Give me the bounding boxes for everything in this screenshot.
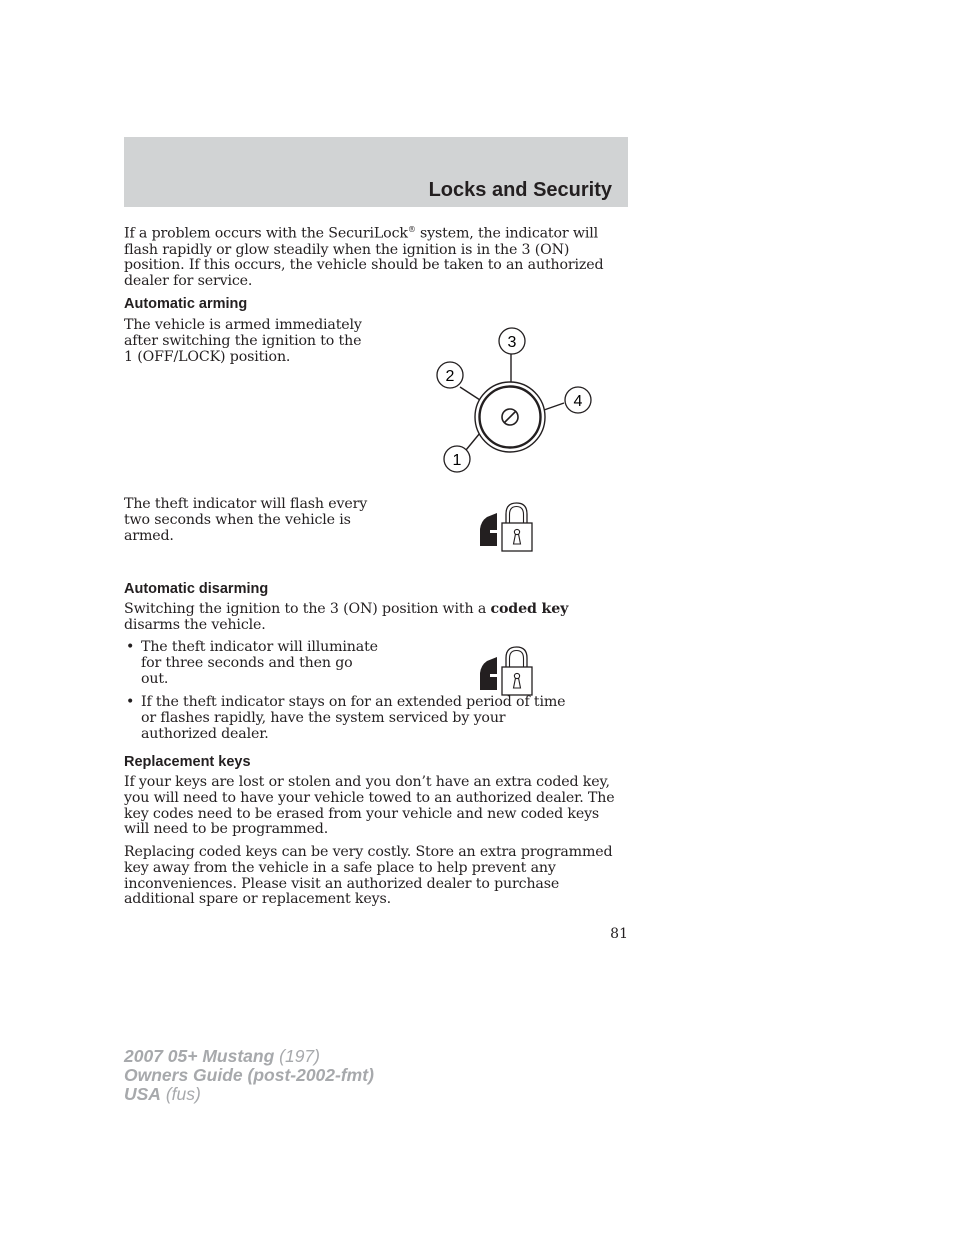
position-3-label: 3 [507,334,517,351]
theft-indicator-paragraph: The theft indicator will flash every two seconds when the vehicle is armed. [124,496,368,544]
bullet-dot: • [126,639,135,655]
position-4-label: 4 [573,393,583,410]
bullet-item: • The theft indicator will illuminate for three seconds and then go out. [126,639,378,687]
replacement-paragraph-1: If your keys are lost or stolen and you don’t have an extra coded key, you will need to have your vehicle towed to an authorized dealer. The key codes need to be erased from your vehicle and new coded keys will need to be programmed. [124,774,615,838]
footer-line-1: 2007 05+ Mustang (197) [124,1046,320,1066]
header-bar [124,137,628,207]
position-1-label: 1 [452,452,462,469]
heading-automatic-disarming: Automatic disarming [124,581,269,597]
bullet-item: • If the theft indicator stays on for an extended period of time or flashes rapidly, have the system serviced by your authorized dealer. [126,694,566,742]
bullet-dot: • [126,694,135,710]
document-footer [124,1047,374,1104]
intro-paragraph: If a problem occurs with the SecuriLock® system, the indicator will flash rapidly or glow steadily when the ignition is in the 3 (ON) position. If this occurs, the vehicle should be taken to an authorized dealer for service. [124,225,604,290]
replacement-paragraph-2: Replacing coded keys can be very costly. Store an extra programmed key away from the vehicle in a safe place to help prevent any inconveniences. Please visit an authorized dealer to purchase additional spare or replacement keys. [124,844,613,908]
footer-line-2: Owners Guide (post-2002-fmt) [124,1065,374,1085]
theft-indicator-icon [477,500,537,554]
heading-replacement-keys: Replacement keys [124,754,251,770]
footer-line-3: USA (fus) [124,1084,201,1104]
position-2-label: 2 [445,368,455,385]
coded-key-emphasis: coded key [490,601,569,617]
position-2-badge [437,362,463,388]
section-title: Locks and Security [428,179,612,201]
heading-automatic-arming: Automatic arming [124,296,248,312]
position-1-badge [444,446,470,472]
page-number: 81 [610,926,628,942]
disarming-paragraph: Switching the ignition to the 3 (ON) position with a coded key disarms the vehicle. [124,601,569,633]
theft-indicator-icon [477,644,537,698]
arming-paragraph: The vehicle is armed immediately after switching the ignition to the 1 (OFF/LOCK) position. [124,317,362,365]
position-4-badge [565,387,591,413]
ignition-switch-diagram [430,325,600,480]
position-3-badge [499,328,525,354]
trademark-symbol: ® [407,225,416,234]
